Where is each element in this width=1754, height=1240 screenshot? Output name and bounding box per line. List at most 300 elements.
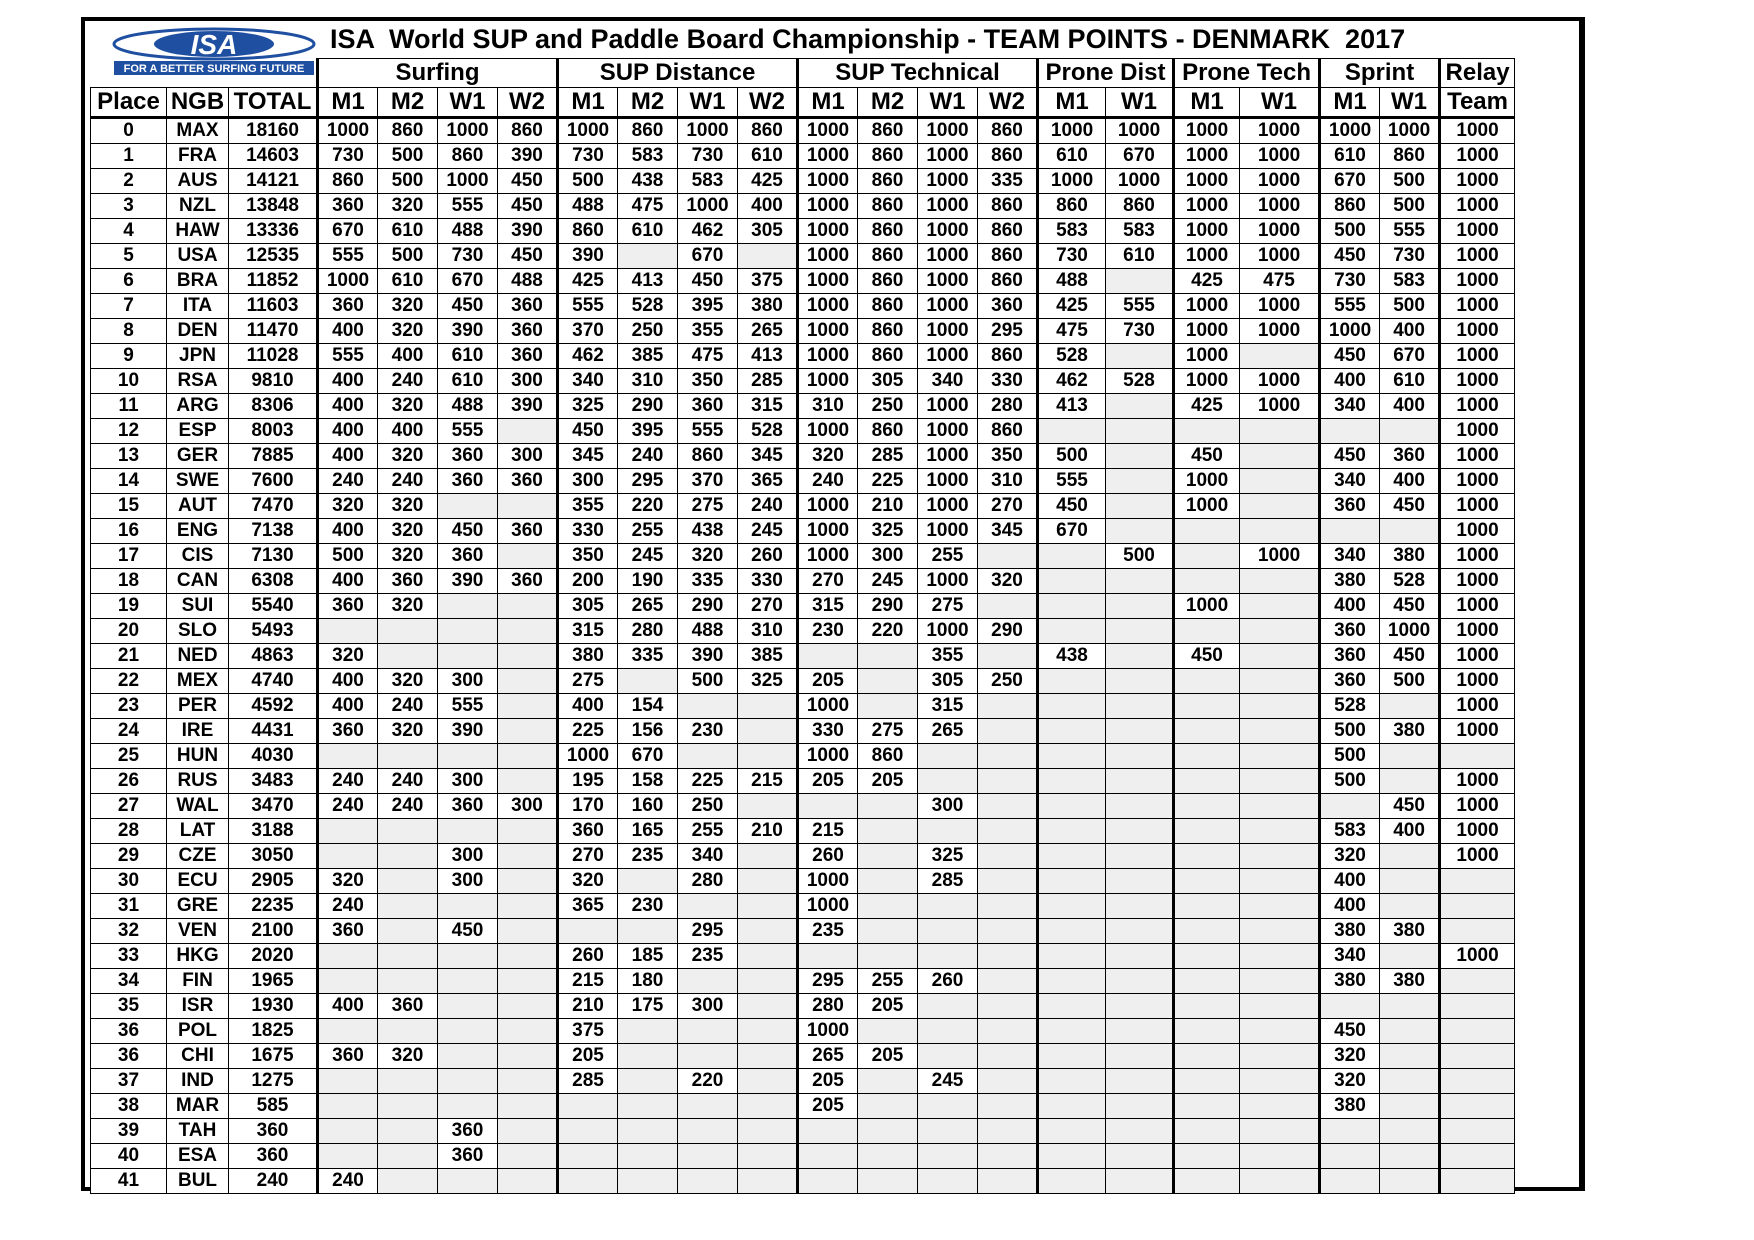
table-cell bbox=[1240, 769, 1320, 794]
table-cell: 1000 bbox=[318, 118, 378, 144]
table-cell bbox=[738, 844, 798, 869]
table-cell bbox=[1174, 419, 1240, 444]
table-cell: 240 bbox=[618, 444, 678, 469]
table-cell: 360 bbox=[378, 994, 438, 1019]
column-header: M2 bbox=[858, 88, 918, 118]
table-cell: 475 bbox=[1240, 269, 1320, 294]
column-header-row bbox=[91, 88, 1515, 118]
table-cell bbox=[498, 944, 558, 969]
table-cell: 390 bbox=[498, 394, 558, 419]
table-cell bbox=[1106, 519, 1174, 544]
table-cell: 1 bbox=[91, 144, 167, 169]
table-cell: 205 bbox=[558, 1044, 618, 1069]
table-cell: 36 bbox=[91, 1044, 167, 1069]
table-cell: 1000 bbox=[1440, 269, 1515, 294]
table-cell bbox=[1174, 744, 1240, 769]
table-cell bbox=[318, 844, 378, 869]
table-row bbox=[91, 494, 1515, 519]
column-header: W1 bbox=[918, 88, 978, 118]
table-cell: 245 bbox=[858, 569, 918, 594]
table-cell: 310 bbox=[978, 469, 1038, 494]
table-cell: 555 bbox=[438, 694, 498, 719]
table-cell: 335 bbox=[978, 169, 1038, 194]
group-header: Prone Tech bbox=[1174, 59, 1320, 88]
table-cell bbox=[1380, 994, 1440, 1019]
table-cell bbox=[798, 794, 858, 819]
table-cell: 360 bbox=[498, 569, 558, 594]
table-cell: 365 bbox=[558, 894, 618, 919]
column-header: Place bbox=[91, 88, 167, 118]
table-cell: 285 bbox=[918, 869, 978, 894]
table-cell: 400 bbox=[318, 444, 378, 469]
table-cell: 400 bbox=[738, 194, 798, 219]
table-cell bbox=[678, 1144, 738, 1169]
table-cell: 320 bbox=[378, 494, 438, 519]
table-cell: 24 bbox=[91, 719, 167, 744]
table-cell bbox=[1106, 794, 1174, 819]
table-cell: AUT bbox=[167, 494, 229, 519]
table-cell: 425 bbox=[1038, 294, 1106, 319]
table-cell: 240 bbox=[378, 369, 438, 394]
table-cell bbox=[1106, 844, 1174, 869]
table-cell bbox=[1380, 1119, 1440, 1144]
table-cell: MEX bbox=[167, 669, 229, 694]
table-cell: 310 bbox=[618, 369, 678, 394]
table-cell bbox=[1038, 544, 1106, 569]
table-cell: AUS bbox=[167, 169, 229, 194]
table-cell: 320 bbox=[378, 544, 438, 569]
table-cell: 860 bbox=[978, 144, 1038, 169]
table-cell: 295 bbox=[618, 469, 678, 494]
table-cell: 7 bbox=[91, 294, 167, 319]
table-cell: 1000 bbox=[918, 569, 978, 594]
table-cell: 320 bbox=[978, 569, 1038, 594]
table-cell bbox=[1038, 594, 1106, 619]
table-cell: 4863 bbox=[229, 644, 318, 669]
column-header: TOTAL bbox=[229, 88, 318, 118]
table-cell bbox=[978, 1119, 1038, 1144]
table-cell: 13336 bbox=[229, 219, 318, 244]
table-cell: 450 bbox=[498, 169, 558, 194]
column-header: W1 bbox=[1240, 88, 1320, 118]
table-cell: 230 bbox=[798, 619, 858, 644]
table-cell: 250 bbox=[678, 794, 738, 819]
table-cell: 1000 bbox=[798, 544, 858, 569]
table-cell bbox=[378, 969, 438, 994]
table-cell bbox=[1440, 994, 1515, 1019]
table-cell bbox=[438, 1019, 498, 1044]
table-cell bbox=[978, 844, 1038, 869]
table-row bbox=[91, 844, 1515, 869]
table-cell: 1000 bbox=[558, 118, 618, 144]
table-cell bbox=[1106, 769, 1174, 794]
table-cell: 330 bbox=[558, 519, 618, 544]
table-cell: 4030 bbox=[229, 744, 318, 769]
table-cell: 1000 bbox=[1440, 319, 1515, 344]
table-cell bbox=[1038, 1169, 1106, 1194]
table-cell bbox=[1174, 844, 1240, 869]
table-cell bbox=[618, 669, 678, 694]
table-cell: 290 bbox=[618, 394, 678, 419]
table-cell: 670 bbox=[1038, 519, 1106, 544]
table-cell bbox=[1038, 944, 1106, 969]
table-cell: 240 bbox=[738, 494, 798, 519]
table-cell bbox=[738, 719, 798, 744]
table-cell: 462 bbox=[1038, 369, 1106, 394]
table-cell bbox=[858, 644, 918, 669]
table-cell: 488 bbox=[498, 269, 558, 294]
table-cell: 320 bbox=[378, 669, 438, 694]
table-cell: 400 bbox=[378, 344, 438, 369]
table-cell: 190 bbox=[618, 569, 678, 594]
table-cell bbox=[1106, 444, 1174, 469]
table-cell bbox=[978, 994, 1038, 1019]
table-cell bbox=[498, 919, 558, 944]
table-cell bbox=[1380, 419, 1440, 444]
table-cell: 205 bbox=[798, 1094, 858, 1119]
table-cell: 320 bbox=[558, 869, 618, 894]
table-cell: 1000 bbox=[1174, 194, 1240, 219]
table-cell: 320 bbox=[318, 869, 378, 894]
table-cell bbox=[858, 1169, 918, 1194]
table-cell bbox=[1240, 794, 1320, 819]
team-points-table bbox=[90, 58, 1515, 1194]
table-cell bbox=[1106, 869, 1174, 894]
table-cell: 555 bbox=[438, 419, 498, 444]
table-cell: IRE bbox=[167, 719, 229, 744]
table-cell bbox=[978, 694, 1038, 719]
table-cell: 240 bbox=[378, 469, 438, 494]
table-cell: JPN bbox=[167, 344, 229, 369]
table-cell: 450 bbox=[1320, 1019, 1380, 1044]
table-cell: 450 bbox=[438, 919, 498, 944]
table-cell bbox=[1106, 719, 1174, 744]
table-cell bbox=[1174, 1119, 1240, 1144]
table-cell bbox=[1106, 669, 1174, 694]
table-cell bbox=[498, 1169, 558, 1194]
table-cell: ESA bbox=[167, 1144, 229, 1169]
table-cell: 1000 bbox=[918, 444, 978, 469]
table-cell: 390 bbox=[498, 144, 558, 169]
table-cell bbox=[1240, 494, 1320, 519]
table-cell bbox=[858, 794, 918, 819]
table-row bbox=[91, 369, 1515, 394]
table-cell: 320 bbox=[378, 194, 438, 219]
table-cell: 285 bbox=[738, 369, 798, 394]
table-cell bbox=[678, 1119, 738, 1144]
table-cell: 360 bbox=[229, 1119, 318, 1144]
table-cell: 500 bbox=[1320, 769, 1380, 794]
table-cell: 1000 bbox=[678, 118, 738, 144]
table-cell: 260 bbox=[558, 944, 618, 969]
table-cell: 11470 bbox=[229, 319, 318, 344]
table-cell: 1000 bbox=[1240, 118, 1320, 144]
table-cell: 450 bbox=[1174, 644, 1240, 669]
table-row bbox=[91, 1169, 1515, 1194]
table-cell bbox=[978, 894, 1038, 919]
table-cell: 280 bbox=[678, 869, 738, 894]
table-cell bbox=[498, 494, 558, 519]
table-cell: 315 bbox=[798, 594, 858, 619]
table-cell: 300 bbox=[498, 369, 558, 394]
table-cell bbox=[378, 1019, 438, 1044]
table-cell: 240 bbox=[318, 769, 378, 794]
table-cell: 860 bbox=[858, 118, 918, 144]
table-cell bbox=[1240, 944, 1320, 969]
table-cell: 6 bbox=[91, 269, 167, 294]
logo-text: ISA bbox=[190, 29, 238, 60]
table-cell: 385 bbox=[738, 644, 798, 669]
table-cell bbox=[1174, 544, 1240, 569]
table-cell: 400 bbox=[1380, 394, 1440, 419]
table-cell bbox=[1320, 994, 1380, 1019]
table-cell: 730 bbox=[1106, 319, 1174, 344]
table-cell: 1000 bbox=[798, 219, 858, 244]
table-cell bbox=[1174, 1094, 1240, 1119]
table-cell: 1000 bbox=[1440, 118, 1515, 144]
table-cell: 413 bbox=[618, 269, 678, 294]
table-cell bbox=[378, 1144, 438, 1169]
table-cell: 488 bbox=[678, 619, 738, 644]
table-cell: 1000 bbox=[918, 169, 978, 194]
table-cell: 300 bbox=[438, 769, 498, 794]
table-cell: 13 bbox=[91, 444, 167, 469]
table-cell: 1000 bbox=[1440, 244, 1515, 269]
table-cell: 1000 bbox=[1174, 294, 1240, 319]
table-cell: 320 bbox=[378, 719, 438, 744]
table-cell: 730 bbox=[558, 144, 618, 169]
table-cell: SUI bbox=[167, 594, 229, 619]
table-cell bbox=[978, 919, 1038, 944]
table-cell bbox=[918, 894, 978, 919]
table-cell: VEN bbox=[167, 919, 229, 944]
table-cell: 3050 bbox=[229, 844, 318, 869]
table-cell bbox=[498, 869, 558, 894]
table-cell: 450 bbox=[1380, 644, 1440, 669]
table-cell: 285 bbox=[558, 1069, 618, 1094]
table-cell: 170 bbox=[558, 794, 618, 819]
table-cell bbox=[1240, 1019, 1320, 1044]
table-cell: 860 bbox=[378, 118, 438, 144]
table-row bbox=[91, 469, 1515, 494]
table-cell: 1000 bbox=[1240, 294, 1320, 319]
table-cell bbox=[1240, 1144, 1320, 1169]
table-cell bbox=[1174, 569, 1240, 594]
table-cell: 1000 bbox=[798, 894, 858, 919]
table-cell: 4431 bbox=[229, 719, 318, 744]
table-cell: 1000 bbox=[1174, 244, 1240, 269]
table-cell: 1000 bbox=[918, 244, 978, 269]
table-cell: 240 bbox=[378, 794, 438, 819]
table-cell: 462 bbox=[558, 344, 618, 369]
table-cell bbox=[438, 1069, 498, 1094]
table-cell bbox=[498, 819, 558, 844]
table-cell bbox=[438, 1094, 498, 1119]
table-cell: 670 bbox=[438, 269, 498, 294]
table-cell: 450 bbox=[1320, 344, 1380, 369]
table-cell bbox=[1038, 844, 1106, 869]
table-cell: 1000 bbox=[798, 118, 858, 144]
table-cell: 360 bbox=[1320, 494, 1380, 519]
table-row bbox=[91, 144, 1515, 169]
table-cell: 16 bbox=[91, 519, 167, 544]
table-cell: 360 bbox=[498, 344, 558, 369]
table-cell bbox=[678, 744, 738, 769]
table-cell bbox=[858, 694, 918, 719]
table-cell bbox=[1380, 769, 1440, 794]
table-cell bbox=[1106, 919, 1174, 944]
table-cell: 19 bbox=[91, 594, 167, 619]
table-cell bbox=[1380, 1069, 1440, 1094]
table-cell: 1000 bbox=[1440, 819, 1515, 844]
table-cell: 320 bbox=[378, 319, 438, 344]
table-cell bbox=[978, 644, 1038, 669]
table-cell bbox=[438, 619, 498, 644]
table-cell: 1000 bbox=[798, 744, 858, 769]
table-cell bbox=[858, 869, 918, 894]
table-cell bbox=[1240, 344, 1320, 369]
table-cell bbox=[1106, 1019, 1174, 1044]
table-cell bbox=[498, 644, 558, 669]
table-cell bbox=[1038, 894, 1106, 919]
table-cell: 1000 bbox=[798, 694, 858, 719]
table-cell bbox=[678, 969, 738, 994]
table-cell: 400 bbox=[1320, 369, 1380, 394]
table-cell: 1000 bbox=[1240, 369, 1320, 394]
table-row bbox=[91, 169, 1515, 194]
table-cell bbox=[318, 1019, 378, 1044]
table-cell: 1000 bbox=[918, 219, 978, 244]
table-cell bbox=[798, 1119, 858, 1144]
table-cell: 360 bbox=[438, 444, 498, 469]
table-cell: 310 bbox=[738, 619, 798, 644]
table-cell: 1000 bbox=[1440, 694, 1515, 719]
table-cell bbox=[438, 644, 498, 669]
table-cell bbox=[1106, 269, 1174, 294]
table-row bbox=[91, 644, 1515, 669]
table-cell bbox=[858, 944, 918, 969]
table-cell bbox=[1174, 769, 1240, 794]
table-row bbox=[91, 1144, 1515, 1169]
table-cell: 5540 bbox=[229, 594, 318, 619]
table-cell bbox=[1174, 694, 1240, 719]
table-cell: 1000 bbox=[798, 419, 858, 444]
table-cell: 295 bbox=[678, 919, 738, 944]
table-cell bbox=[1440, 1069, 1515, 1094]
table-cell: 1000 bbox=[918, 344, 978, 369]
table-cell bbox=[1320, 794, 1380, 819]
table-cell bbox=[1106, 394, 1174, 419]
table-cell: 340 bbox=[1320, 544, 1380, 569]
table-cell: 585 bbox=[229, 1094, 318, 1119]
table-cell: 450 bbox=[1174, 444, 1240, 469]
table-cell: 14603 bbox=[229, 144, 318, 169]
group-header: Sprint bbox=[1320, 59, 1440, 88]
table-cell bbox=[498, 1144, 558, 1169]
table-cell: 320 bbox=[378, 444, 438, 469]
table-cell bbox=[738, 1169, 798, 1194]
table-row bbox=[91, 244, 1515, 269]
table-cell: 270 bbox=[978, 494, 1038, 519]
table-cell: 260 bbox=[918, 969, 978, 994]
table-cell: 413 bbox=[1038, 394, 1106, 419]
table-cell: 36 bbox=[91, 1019, 167, 1044]
table-cell bbox=[678, 1169, 738, 1194]
table-cell: 350 bbox=[558, 544, 618, 569]
table-cell: 380 bbox=[558, 644, 618, 669]
column-header: M2 bbox=[618, 88, 678, 118]
table-cell: CHI bbox=[167, 1044, 229, 1069]
table-cell: 35 bbox=[91, 994, 167, 1019]
table-cell bbox=[558, 919, 618, 944]
table-cell bbox=[1106, 744, 1174, 769]
table-cell bbox=[1106, 1044, 1174, 1069]
table-cell bbox=[438, 944, 498, 969]
table-cell: 240 bbox=[318, 1169, 378, 1194]
table-cell bbox=[678, 894, 738, 919]
table-cell: 1000 bbox=[1240, 219, 1320, 244]
table-cell: 1000 bbox=[918, 194, 978, 219]
table-cell: 488 bbox=[438, 219, 498, 244]
table-cell bbox=[1106, 694, 1174, 719]
table-cell: 1000 bbox=[1174, 594, 1240, 619]
table-cell: 555 bbox=[318, 244, 378, 269]
table-cell: 475 bbox=[618, 194, 678, 219]
table-cell bbox=[978, 819, 1038, 844]
table-cell bbox=[798, 644, 858, 669]
table-cell bbox=[918, 1144, 978, 1169]
table-cell bbox=[1380, 1144, 1440, 1169]
table-cell: 1000 bbox=[1440, 719, 1515, 744]
table-cell: 320 bbox=[378, 294, 438, 319]
table-cell bbox=[1038, 569, 1106, 594]
table-cell bbox=[1106, 944, 1174, 969]
column-header: NGB bbox=[167, 88, 229, 118]
table-cell: 380 bbox=[1320, 919, 1380, 944]
table-cell: 610 bbox=[438, 369, 498, 394]
table-cell bbox=[1380, 944, 1440, 969]
table-cell bbox=[858, 1119, 918, 1144]
table-cell bbox=[978, 1169, 1038, 1194]
table-cell bbox=[918, 1094, 978, 1119]
table-cell: 438 bbox=[618, 169, 678, 194]
table-cell: 330 bbox=[738, 569, 798, 594]
table-cell bbox=[438, 1044, 498, 1069]
column-header: M1 bbox=[1174, 88, 1240, 118]
table-cell bbox=[1174, 969, 1240, 994]
table-cell: 8306 bbox=[229, 394, 318, 419]
table-cell: 670 bbox=[1106, 144, 1174, 169]
table-cell: 500 bbox=[378, 169, 438, 194]
table-row bbox=[91, 894, 1515, 919]
table-cell: 583 bbox=[678, 169, 738, 194]
table-cell: ECU bbox=[167, 869, 229, 894]
table-cell: 860 bbox=[858, 344, 918, 369]
table-cell bbox=[1174, 994, 1240, 1019]
table-cell: 340 bbox=[1320, 469, 1380, 494]
table-cell bbox=[1380, 744, 1440, 769]
table-cell: 390 bbox=[438, 319, 498, 344]
table-cell bbox=[1240, 569, 1320, 594]
table-row bbox=[91, 819, 1515, 844]
table-cell: 210 bbox=[558, 994, 618, 1019]
table-cell bbox=[318, 819, 378, 844]
table-cell bbox=[378, 744, 438, 769]
table-cell: 360 bbox=[378, 569, 438, 594]
table-cell: 275 bbox=[678, 494, 738, 519]
table-cell: 255 bbox=[678, 819, 738, 844]
table-cell: 1000 bbox=[798, 319, 858, 344]
